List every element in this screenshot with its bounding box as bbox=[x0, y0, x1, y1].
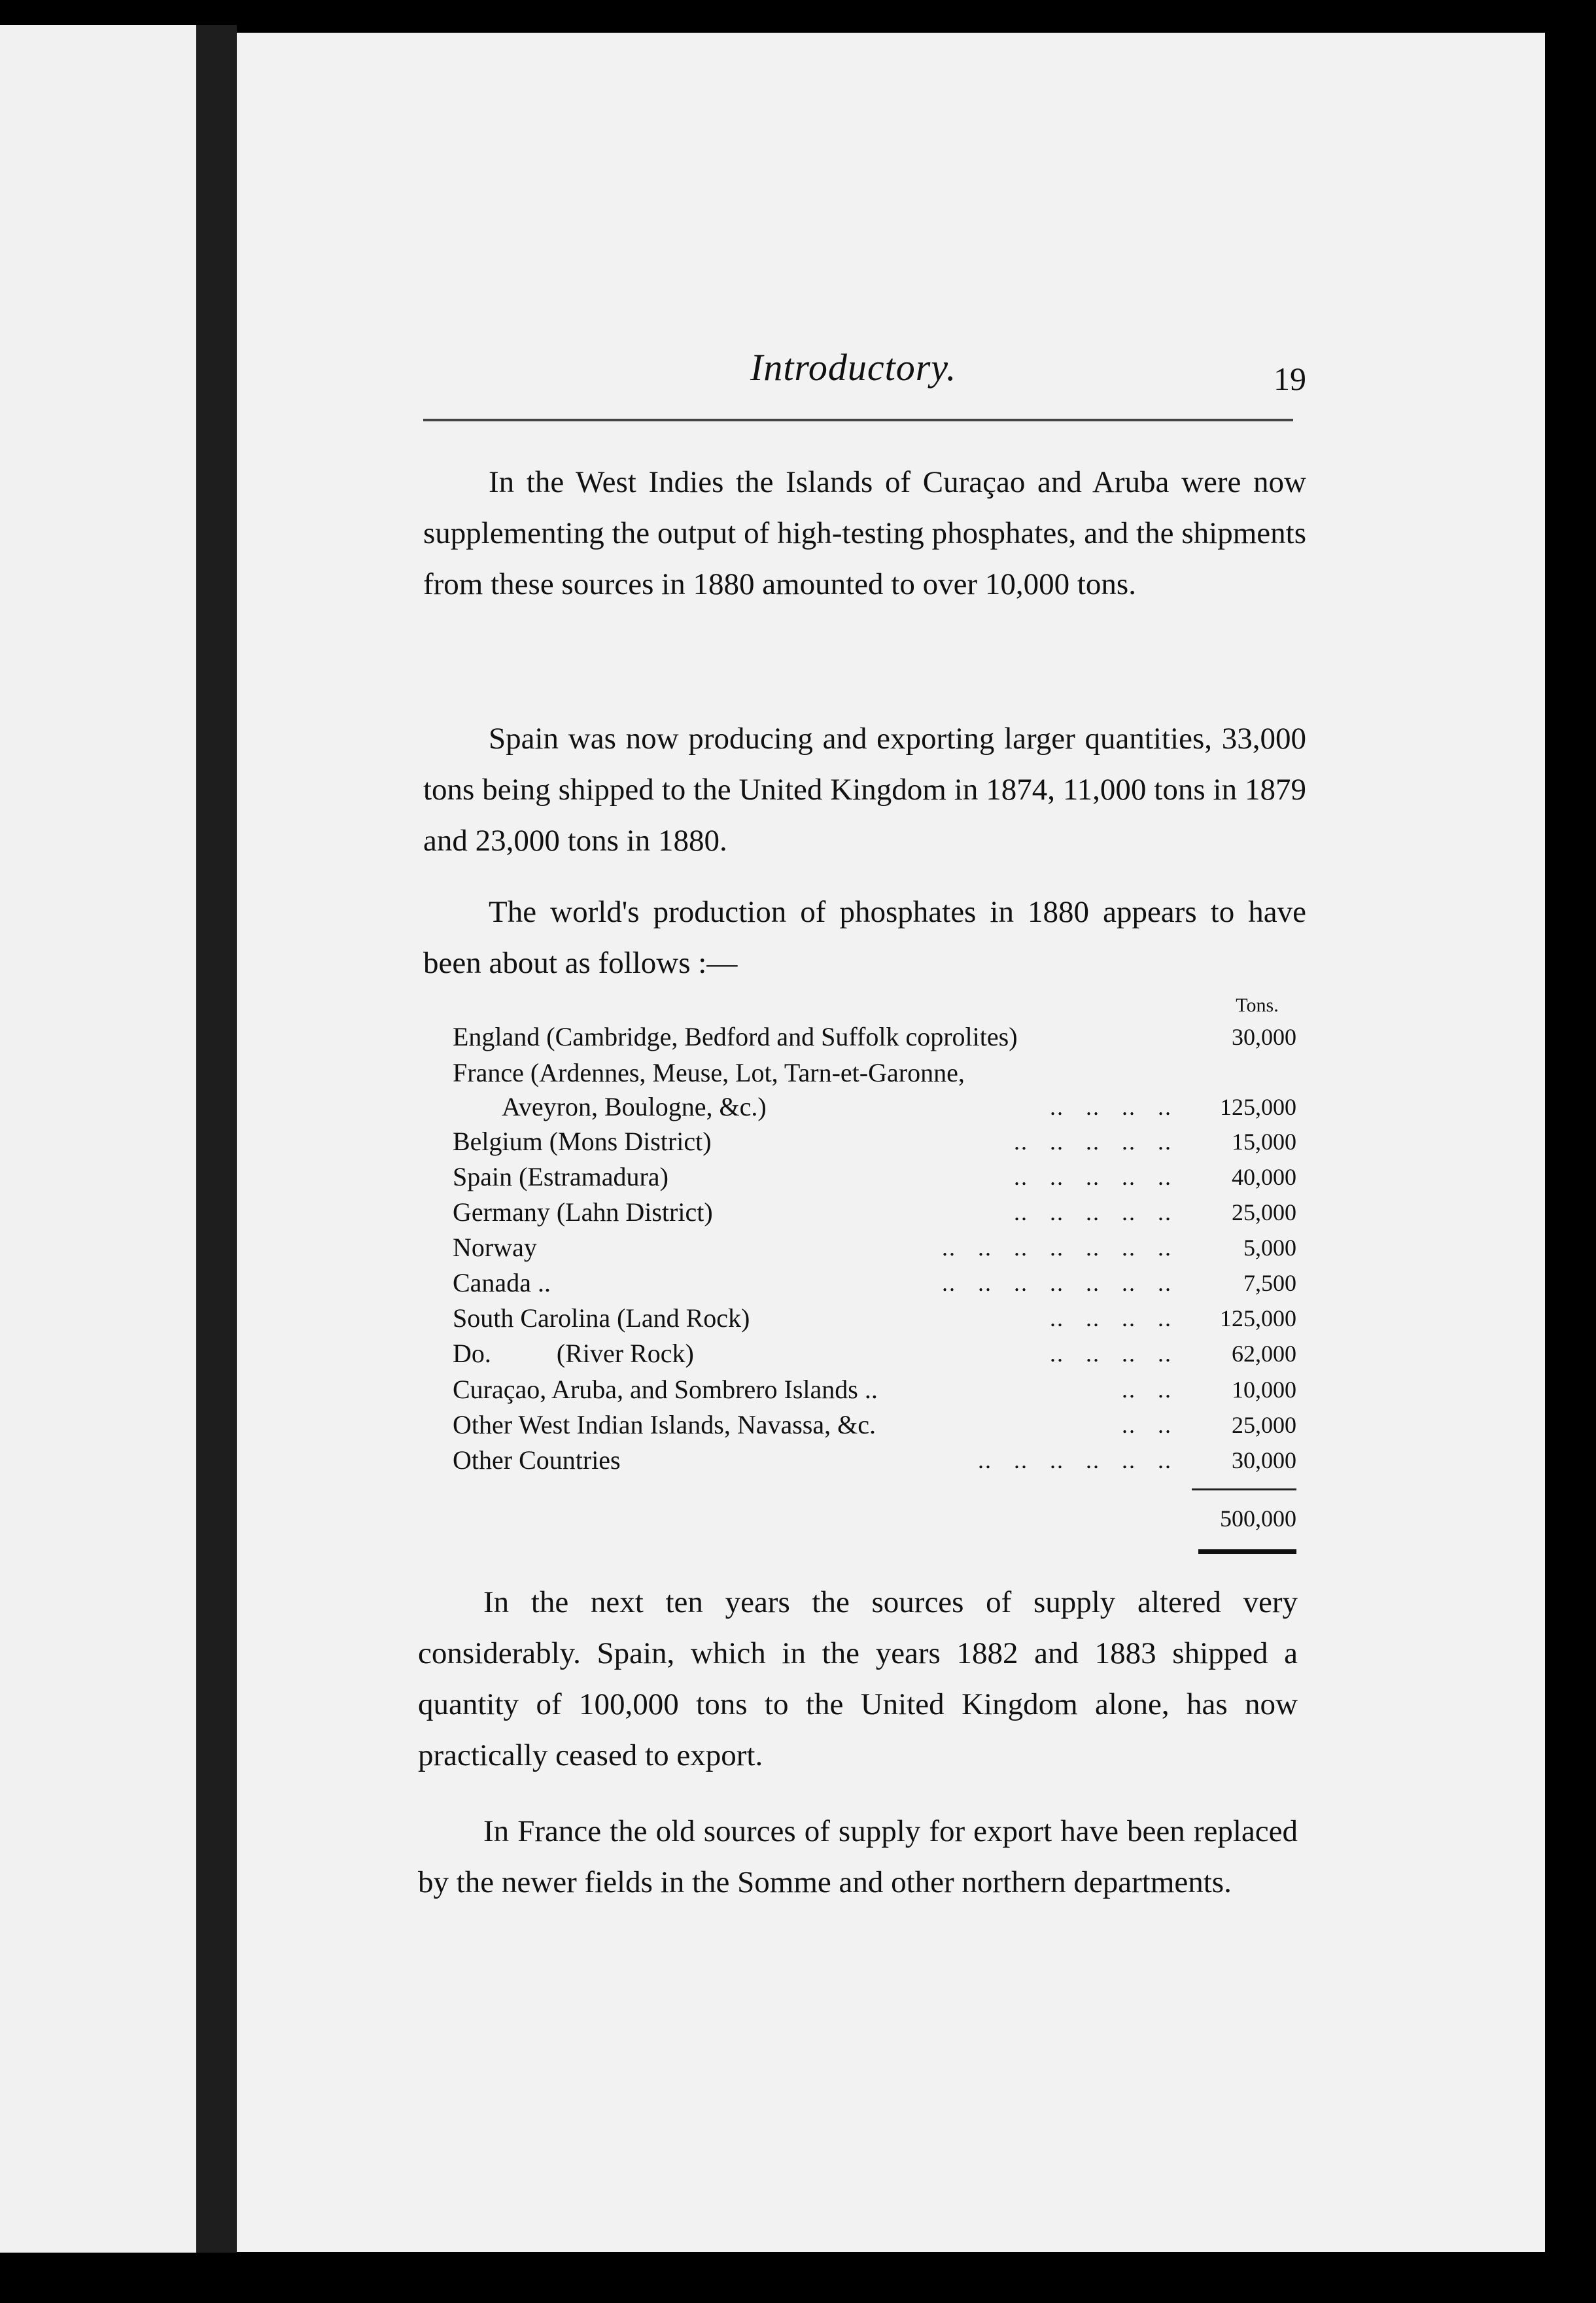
book-spine bbox=[196, 25, 237, 2253]
table-row bbox=[453, 1195, 1296, 1230]
row-name: Belgium (Mons District) bbox=[453, 1127, 712, 1156]
row-value: 7,500 bbox=[1243, 1270, 1296, 1296]
row-value: 10,000 bbox=[1232, 1377, 1296, 1403]
row-value: 40,000 bbox=[1232, 1164, 1296, 1190]
table-total: 500,000 bbox=[1220, 1505, 1296, 1532]
row-name: Other Countries bbox=[453, 1445, 621, 1475]
row-name: Aveyron, Boulogne, &c.) bbox=[502, 1092, 767, 1121]
row-value: 15,000 bbox=[1232, 1129, 1296, 1155]
page-number: 19 bbox=[1274, 360, 1306, 397]
row-leader-dots: .. .. .. .. .. bbox=[1014, 1129, 1172, 1155]
row-name: England (Cambridge, Bedford and Suffolk coprolites) bbox=[453, 1022, 1018, 1051]
table-row bbox=[453, 1124, 1296, 1159]
table-row bbox=[453, 1055, 1296, 1091]
row-leader-dots: .. .. .. .. bbox=[1050, 1341, 1172, 1367]
table-row bbox=[453, 1265, 1296, 1301]
paragraph-next-ten-years: In the next ten years the sources of supply altered very considerably. Spain, which in the years 1882 and 1883 shipped a quantity of 100,000 tons to the United Kingdom alone, has now practically ceased to export. bbox=[418, 1585, 1298, 1772]
row-leader-dots: .. .. .. .. .. bbox=[1014, 1164, 1172, 1190]
row-name: South Carolina (Land Rock) bbox=[453, 1303, 750, 1333]
table-row bbox=[453, 1089, 1296, 1125]
table-row bbox=[453, 1443, 1296, 1478]
row-leader-dots: .. .. .. .. bbox=[1050, 1094, 1172, 1120]
row-name: Other West Indian Islands, Navassa, &c. bbox=[453, 1410, 876, 1439]
row-name: Canada .. bbox=[453, 1268, 551, 1297]
row-name: Spain (Estramadura) bbox=[453, 1162, 668, 1191]
tons-column-header: Tons. bbox=[1236, 994, 1279, 1016]
total-double-rule bbox=[1198, 1549, 1296, 1554]
table-row bbox=[453, 1372, 1296, 1407]
running-header: Introductory. bbox=[750, 346, 957, 389]
table-row bbox=[453, 1019, 1296, 1055]
row-value: 125,000 bbox=[1220, 1094, 1296, 1120]
row-value: 125,000 bbox=[1220, 1305, 1296, 1331]
table-row bbox=[453, 1407, 1296, 1443]
row-name: Do. (River Rock) bbox=[453, 1339, 694, 1368]
header-rule bbox=[423, 419, 1293, 421]
paragraph-west-indies: In the West Indies the Islands of Curaçao and Aruba were now supplementing the output of high-testing phosphates, and the shipments from these sources in 1880 amounted to over 10,000 tons. bbox=[423, 465, 1306, 601]
paragraph-spain: Spain was now producing and exporting larger quantities, 33,000 tons being shipped to the United Kingdom in 1874, 11,000 tons in 1879 and 23,000 tons in 1880. bbox=[423, 722, 1306, 858]
row-value: 25,000 bbox=[1232, 1199, 1296, 1225]
table-row bbox=[453, 1336, 1296, 1371]
row-value: 30,000 bbox=[1232, 1447, 1296, 1473]
paragraph-france: In France the old sources of supply for export have been replaced by the newer fields in the Somme and other northern departments. bbox=[418, 1814, 1298, 1899]
facing-page-edge bbox=[0, 25, 196, 2253]
row-name: Curaçao, Aruba, and Sombrero Islands .. bbox=[453, 1375, 878, 1404]
table-row bbox=[453, 1230, 1296, 1265]
row-leader-dots: .. .. .. .. .. .. .. bbox=[942, 1270, 1172, 1296]
row-value: 25,000 bbox=[1232, 1412, 1296, 1438]
row-value: 30,000 bbox=[1232, 1024, 1296, 1050]
row-leader-dots: .. .. .. .. .. .. bbox=[978, 1447, 1172, 1473]
row-leader-dots: .. .. .. .. bbox=[1050, 1305, 1172, 1331]
row-leader-dots: .. .. bbox=[1122, 1412, 1172, 1438]
row-leader-dots: .. .. .. .. .. .. .. bbox=[942, 1235, 1172, 1261]
paragraph-world-production: The world's production of phosphates in 1880 appears to have been about as follows :— bbox=[423, 895, 1306, 980]
table-row bbox=[453, 1301, 1296, 1336]
row-name: Germany (Lahn District) bbox=[453, 1197, 713, 1227]
row-leader-dots: .. .. .. .. .. bbox=[1014, 1199, 1172, 1225]
row-value: 62,000 bbox=[1232, 1341, 1296, 1367]
row-name: France (Ardennes, Meuse, Lot, Tarn-et-Garonne, bbox=[453, 1058, 965, 1087]
table-row bbox=[453, 1159, 1296, 1195]
row-name: Norway bbox=[453, 1233, 537, 1262]
row-leader-dots: .. .. bbox=[1122, 1377, 1172, 1403]
book-page bbox=[237, 33, 1545, 2252]
sum-rule bbox=[1192, 1488, 1296, 1490]
row-value: 5,000 bbox=[1243, 1235, 1296, 1261]
